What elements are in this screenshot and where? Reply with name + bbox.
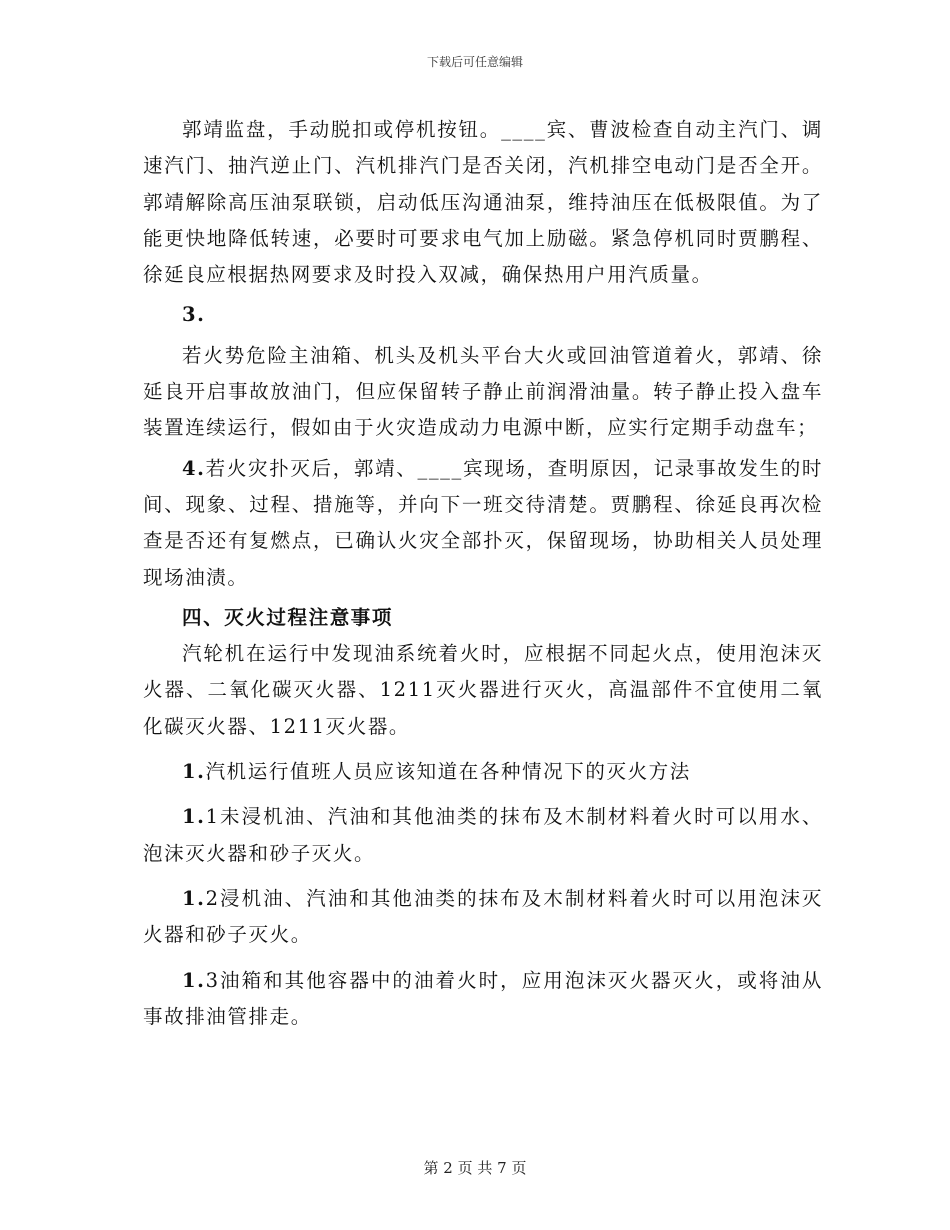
list-item-1	[143, 754, 823, 790]
document-body	[143, 112, 823, 1035]
item-number: 4.	[182, 456, 206, 480]
page-header: 下载后可任意编辑	[426, 55, 523, 69]
item-number: 1.	[182, 886, 206, 910]
list-item-text: 3油箱和其他容器中的油着火时，应用泡沫灭火器灭火，或将油从事故排油管排走。	[143, 968, 823, 1028]
list-item-text: 汽机运行值班人员应该知道在各种情况下的灭火方法	[205, 760, 691, 784]
list-item-1-2	[143, 881, 823, 954]
section-heading: 四、灭火过程注意事项	[182, 605, 394, 629]
list-item-text: 1未浸机油、汽油和其他油类的抹布及木制材料着火时可以用水、泡沫灭火器和砂子灭火。	[143, 805, 823, 865]
list-item-1-3	[143, 963, 823, 1036]
list-item-text: 2浸机油、汽油和其他油类的抹布及木制材料着火时可以用泡沫灭火器和砂子灭火。	[143, 886, 823, 947]
list-item-1-1	[143, 799, 823, 872]
paragraph-after-fire	[143, 451, 823, 596]
section-number-3	[143, 297, 823, 333]
page-footer: 第 2 页 共 7 页	[423, 1159, 527, 1177]
item-number: 1.	[182, 805, 206, 829]
paragraph-extinguishing: 汽轮机在运行中发现油系统着火时，应根据不同起火点，使用泡沫灭火器、二氧化碳灭火器、1211灭火器进行灭火，高温部件不宜使用二氧化碳灭火器、1211灭火器。	[143, 642, 823, 738]
paragraph-shutdown: 郭靖监盘，手动脱扣或停机按钮。____宾、曹波检查自动主汽门、调速汽门、抽汽逆止门、汽机排汽门是否关闭，汽机排空电动门是否全开。郭靖解除高压油泵联锁，启动低压沟通油泵，维持油压在低极限值。为了能更快地降低转速，必要时可要求电气加上励磁。紧急停机同时贾鹏程、徐延良应根据热网要求及时投入双减，确保热用户用汽质量。	[143, 118, 823, 287]
paragraph-fire-danger: 若火势危险主油箱、机头及机头平台大火或回油管道着火，郭靖、徐延良开启事故放油门，但应保留转子静止前润滑油量。转子静止投入盘车装置连续运行，假如由于火灾造成动力电源中断，应实行定期手动盘车；	[143, 343, 823, 440]
item-number: 1.	[182, 968, 206, 992]
item-number: 1.	[182, 760, 206, 784]
item-number: 3.	[182, 303, 206, 327]
paragraph-text: 若火灾扑灭后，郭靖、____宾现场，查明原因，记录事故发生的时间、现象、过程、措施等，并向下一班交待清楚。贾鹏程、徐延良再次检查是否还有复燃点，已确认火灾全部扑灭，保留现场，协助相关人员处理现场油渍。	[143, 456, 823, 589]
